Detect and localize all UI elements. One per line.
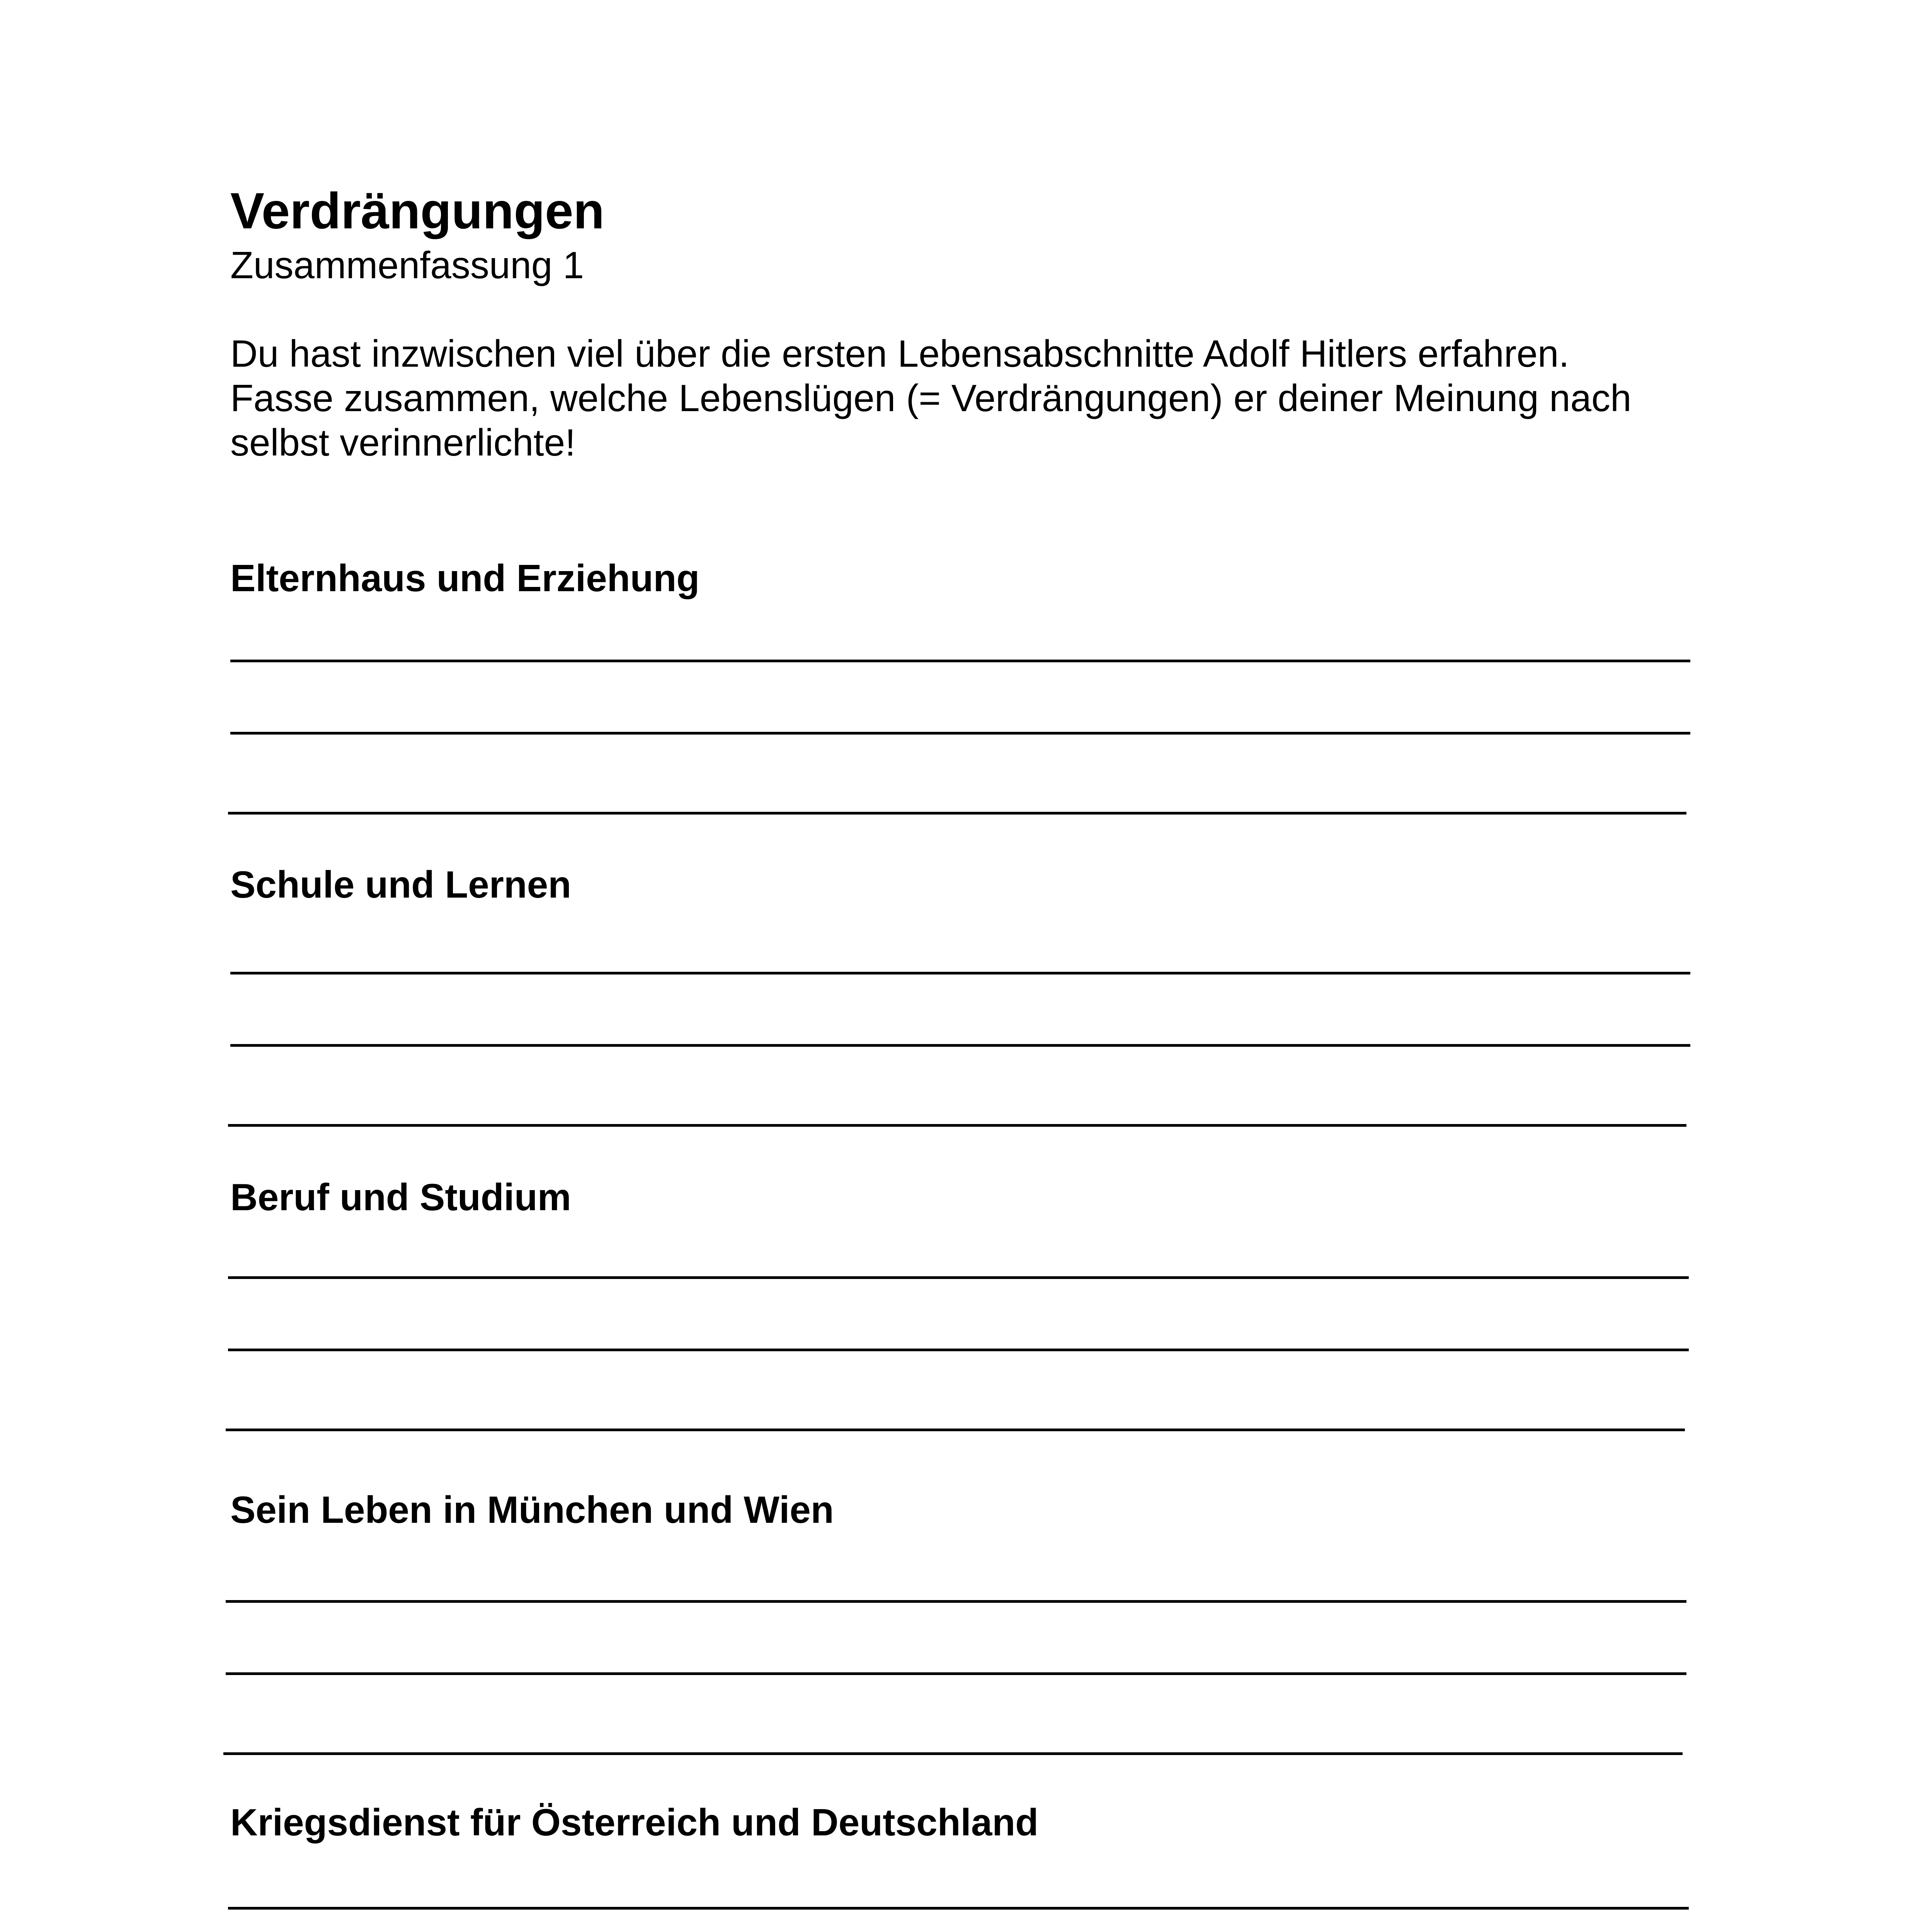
answer-line[interactable]: [226, 1600, 1686, 1603]
answer-line[interactable]: [230, 972, 1690, 975]
page-title: Verdrängungen: [230, 182, 605, 239]
section-heading-elternhaus: Elternhaus und Erziehung: [230, 557, 700, 599]
answer-line[interactable]: [228, 1907, 1689, 1910]
section-heading-muenchen-wien: Sein Leben in München und Wien: [230, 1488, 834, 1531]
section-heading-schule: Schule und Lernen: [230, 863, 572, 906]
answer-line[interactable]: [226, 1429, 1685, 1431]
answer-line[interactable]: [228, 1124, 1686, 1127]
page-subtitle: Zusammenfassung 1: [230, 244, 584, 286]
answer-line[interactable]: [226, 1672, 1686, 1675]
section-heading-beruf: Beruf und Studium: [230, 1176, 571, 1218]
intro-text: [230, 332, 1699, 465]
answer-line[interactable]: [228, 1276, 1689, 1279]
section-heading-kriegsdienst: Kriegsdienst für Österreich und Deutschland: [230, 1801, 1039, 1844]
answer-line[interactable]: [230, 660, 1690, 662]
intro-line: selbst verinnerlichte!: [230, 421, 576, 464]
answer-line[interactable]: [230, 1044, 1690, 1047]
answer-line[interactable]: [223, 1752, 1683, 1755]
intro-line: Fasse zusammen, welche Lebenslügen (= Verdrängungen) er deiner Meinung nach: [230, 377, 1632, 419]
answer-line[interactable]: [230, 732, 1690, 735]
answer-line[interactable]: [228, 812, 1686, 815]
intro-line: Du hast inzwischen viel über die ersten Lebensabschnitte Adolf Hitlers erfahren.: [230, 332, 1569, 375]
answer-line[interactable]: [228, 1349, 1689, 1351]
